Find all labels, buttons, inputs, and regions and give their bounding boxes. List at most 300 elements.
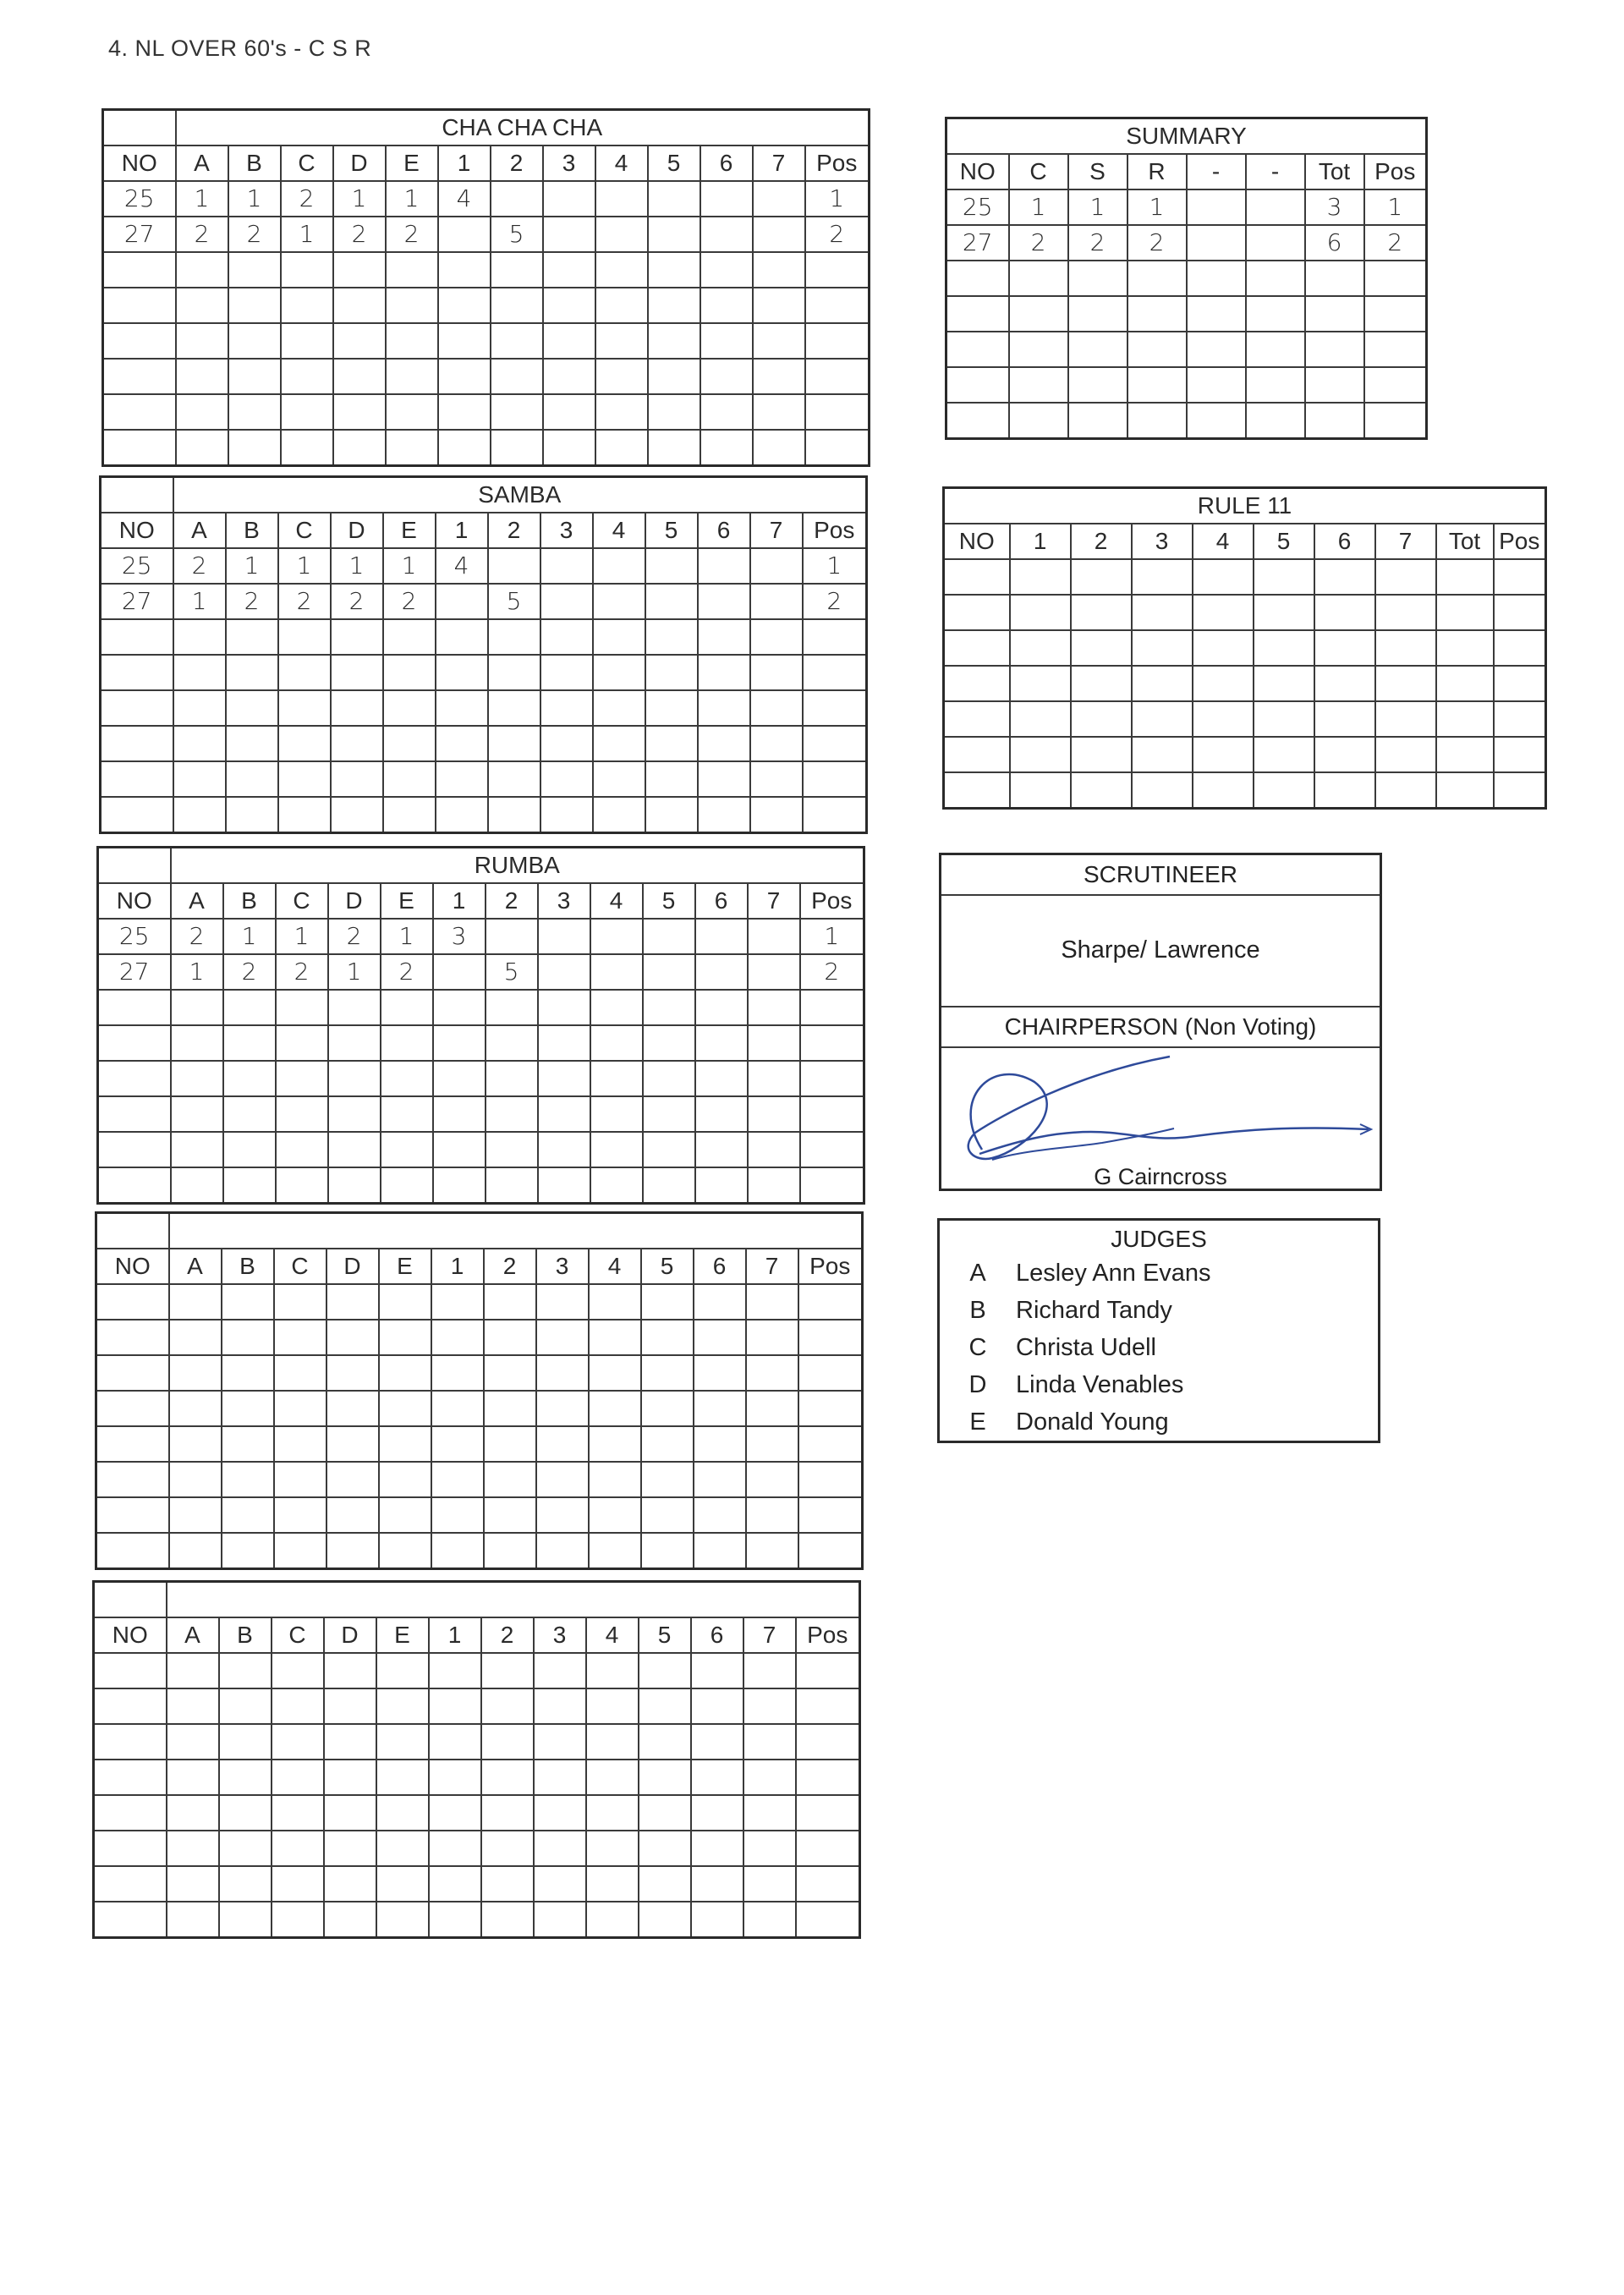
table-cell <box>486 1061 538 1096</box>
table-cell <box>800 1096 864 1132</box>
table-cell <box>438 323 491 359</box>
table-cell <box>333 394 386 430</box>
table-cell <box>748 1025 800 1061</box>
table-cell <box>1071 630 1132 666</box>
table-cell <box>431 1320 484 1355</box>
table-cell <box>167 1688 219 1724</box>
table-cell <box>383 690 436 726</box>
title-spacer-cell <box>98 848 171 884</box>
table-cell <box>805 252 870 288</box>
table-cell <box>641 1462 694 1497</box>
table-cell <box>436 690 488 726</box>
table-cell <box>278 726 331 761</box>
table-cell <box>648 359 700 394</box>
table-cell <box>436 619 488 655</box>
table-cell <box>536 1426 589 1462</box>
table-cell <box>94 1866 167 1902</box>
table-cell <box>590 1132 643 1167</box>
table-cell: 1 <box>173 584 226 619</box>
scrutineer-box <box>939 853 1382 1191</box>
table-cell <box>750 619 803 655</box>
table-cell <box>1305 403 1364 439</box>
table-cell <box>643 1025 695 1061</box>
table-cell: 1 <box>226 548 278 584</box>
table-cell <box>436 584 488 619</box>
table-cell <box>1193 666 1254 701</box>
table-cell <box>593 726 645 761</box>
table-cell <box>944 595 1010 630</box>
table-cell <box>433 990 486 1025</box>
column-header: A <box>173 513 226 548</box>
column-header: E <box>386 145 438 181</box>
table-cell <box>486 1025 538 1061</box>
table-cell <box>96 1284 169 1320</box>
table-cell <box>753 217 805 252</box>
table-cell <box>543 323 595 359</box>
column-header: B <box>222 1249 274 1284</box>
table-cell <box>219 1653 272 1688</box>
table-cell <box>700 217 753 252</box>
table-cell <box>1436 701 1494 737</box>
table-cell <box>481 1795 534 1831</box>
table-cell <box>326 1320 379 1355</box>
table-cell <box>540 548 593 584</box>
table-cell <box>171 1167 223 1204</box>
table-cell: 5 <box>488 584 540 619</box>
table-cell <box>595 288 648 323</box>
table-cell <box>328 1061 381 1096</box>
table-cell: 1 <box>331 548 383 584</box>
table-cell <box>1193 559 1254 595</box>
table-cell <box>1494 737 1546 772</box>
table-cell <box>1254 701 1314 737</box>
table-cell <box>324 1831 376 1866</box>
table-cell <box>695 1167 748 1204</box>
table-cell <box>1494 701 1546 737</box>
table-cell <box>96 1426 169 1462</box>
table-cell <box>228 252 281 288</box>
column-header: D <box>324 1617 376 1653</box>
table-cell <box>1246 332 1305 367</box>
table-cell <box>379 1497 431 1533</box>
table-cell <box>1071 737 1132 772</box>
column-header: 2 <box>491 145 543 181</box>
table-cell: 1 <box>1364 189 1427 225</box>
column-header: Pos <box>800 883 864 919</box>
table-cell <box>326 1391 379 1426</box>
table-cell <box>743 1902 796 1938</box>
table-cell <box>223 1061 276 1096</box>
table-cell <box>543 217 595 252</box>
table-cell <box>272 1902 324 1938</box>
table-cell <box>272 1831 324 1866</box>
table-cell <box>431 1284 484 1320</box>
table-cell <box>326 1355 379 1391</box>
table-cell <box>386 323 438 359</box>
table-cell <box>1068 367 1127 403</box>
table-cell: 2 <box>278 584 331 619</box>
table-cell <box>639 1724 691 1760</box>
judge-name: Christa Udell <box>1016 1334 1156 1361</box>
table-cell <box>228 359 281 394</box>
table-cell <box>169 1497 222 1533</box>
table-cell: 2 <box>803 584 867 619</box>
table-cell <box>272 1866 324 1902</box>
table-cell <box>1010 772 1071 809</box>
table-cell: 1 <box>276 919 328 954</box>
table-cell: 3 <box>433 919 486 954</box>
table-cell <box>429 1653 481 1688</box>
table-cell: 2 <box>173 548 226 584</box>
table-cell: 2 <box>176 217 228 252</box>
table-cell <box>1010 666 1071 701</box>
column-header: 7 <box>753 145 805 181</box>
table-cell <box>590 1025 643 1061</box>
table-cell: 2 <box>328 919 381 954</box>
column-header: 6 <box>700 145 753 181</box>
dance-table-blank-1 <box>95 1211 864 1570</box>
table-cell <box>436 655 488 690</box>
table-cell <box>381 1132 433 1167</box>
table-cell <box>538 1025 590 1061</box>
table-cell <box>278 761 331 797</box>
table-cell <box>328 1132 381 1167</box>
table-cell <box>219 1795 272 1831</box>
table-cell <box>1132 737 1193 772</box>
table-cell <box>379 1426 431 1462</box>
column-header: 5 <box>639 1617 691 1653</box>
table-cell: 1 <box>328 954 381 990</box>
table-cell <box>381 1096 433 1132</box>
table-cell <box>748 919 800 954</box>
table-cell <box>481 1653 534 1688</box>
table-cell <box>944 666 1010 701</box>
table-cell <box>691 1866 743 1902</box>
table-cell <box>1068 261 1127 296</box>
table-cell <box>1071 595 1132 630</box>
table-cell <box>331 761 383 797</box>
table-cell <box>586 1866 639 1902</box>
table-cell <box>746 1320 798 1355</box>
table-cell <box>1010 701 1071 737</box>
table-cell <box>1305 332 1364 367</box>
table-cell: 1 <box>383 548 436 584</box>
table-cell <box>103 394 176 430</box>
table-cell <box>698 584 750 619</box>
table-cell <box>1314 595 1375 630</box>
table-cell <box>429 1795 481 1831</box>
table-cell <box>1305 261 1364 296</box>
table-cell <box>274 1497 326 1533</box>
table-cell <box>540 690 593 726</box>
table-cell <box>748 1167 800 1204</box>
table-cell <box>379 1320 431 1355</box>
table-cell <box>223 1096 276 1132</box>
table-cell <box>272 1724 324 1760</box>
table-cell <box>796 1902 860 1938</box>
table-cell <box>333 323 386 359</box>
table-cell: 1 <box>176 181 228 217</box>
table-cell <box>1436 666 1494 701</box>
table-cell <box>698 797 750 833</box>
table-cell <box>281 288 333 323</box>
table-cell <box>324 1688 376 1724</box>
table-cell <box>1314 701 1375 737</box>
table-cell <box>540 619 593 655</box>
table-cell <box>1375 701 1436 737</box>
table-cell <box>944 737 1010 772</box>
table-cell <box>333 359 386 394</box>
table-cell <box>748 1132 800 1167</box>
dance-name <box>169 1213 863 1249</box>
table-cell <box>167 1653 219 1688</box>
table-cell <box>798 1391 863 1426</box>
table-cell <box>333 430 386 466</box>
table-cell: 1 <box>278 548 331 584</box>
table-cell <box>803 797 867 833</box>
table-cell <box>1009 261 1068 296</box>
table-cell <box>590 954 643 990</box>
table-cell <box>167 1795 219 1831</box>
table-cell <box>796 1866 860 1902</box>
table-cell <box>381 1167 433 1204</box>
table-cell: 1 <box>1009 189 1068 225</box>
column-header: NO <box>94 1617 167 1653</box>
table-cell <box>486 990 538 1025</box>
column-header: C <box>272 1617 324 1653</box>
table-cell <box>1494 630 1546 666</box>
table-cell <box>433 1025 486 1061</box>
table-cell <box>1314 559 1375 595</box>
table-cell <box>645 761 698 797</box>
table-cell <box>1132 559 1193 595</box>
table-cell <box>481 1831 534 1866</box>
table-cell <box>691 1795 743 1831</box>
table-cell <box>595 217 648 252</box>
table-cell <box>643 954 695 990</box>
table-cell <box>376 1831 429 1866</box>
table-cell <box>1246 225 1305 261</box>
table-cell: 2 <box>386 217 438 252</box>
table-cell <box>1246 403 1305 439</box>
table-cell <box>96 1320 169 1355</box>
column-header: Tot <box>1305 154 1364 189</box>
table-cell <box>586 1760 639 1795</box>
table-cell <box>1494 772 1546 809</box>
table-cell <box>796 1653 860 1688</box>
table-cell <box>946 403 1009 439</box>
table-cell <box>805 394 870 430</box>
table-cell <box>750 797 803 833</box>
column-header: NO <box>944 524 1010 559</box>
table-cell <box>1314 630 1375 666</box>
table-cell <box>593 797 645 833</box>
scrutineer-heading: SCRUTINEER <box>941 855 1380 896</box>
table-cell <box>695 1132 748 1167</box>
table-cell <box>691 1760 743 1795</box>
table-cell <box>641 1355 694 1391</box>
table-cell <box>167 1902 219 1938</box>
table-cell <box>698 619 750 655</box>
table-cell: 2 <box>800 954 864 990</box>
column-header: 5 <box>645 513 698 548</box>
table-cell <box>1193 701 1254 737</box>
table-cell <box>167 1760 219 1795</box>
table-cell <box>750 655 803 690</box>
column-header: 6 <box>1314 524 1375 559</box>
table-cell <box>695 954 748 990</box>
table-cell <box>431 1533 484 1569</box>
title-spacer-cell <box>94 1582 167 1618</box>
table-cell <box>746 1426 798 1462</box>
judge-letter: E <box>969 1408 986 1436</box>
table-cell <box>590 1167 643 1204</box>
column-header: 5 <box>1254 524 1314 559</box>
table-cell <box>648 430 700 466</box>
table-cell <box>103 288 176 323</box>
table-cell <box>228 430 281 466</box>
table-cell <box>691 1724 743 1760</box>
table-cell <box>96 1355 169 1391</box>
table-cell <box>694 1284 746 1320</box>
table-cell <box>586 1902 639 1938</box>
table-cell <box>176 359 228 394</box>
column-header: 2 <box>488 513 540 548</box>
table-cell <box>1254 559 1314 595</box>
column-header: 2 <box>1071 524 1132 559</box>
table-cell: 2 <box>228 217 281 252</box>
judge-name: Richard Tandy <box>1016 1297 1172 1324</box>
table-cell <box>753 359 805 394</box>
table-cell <box>1010 595 1071 630</box>
table-cell <box>228 323 281 359</box>
table-cell <box>944 630 1010 666</box>
table-cell <box>94 1688 167 1724</box>
table-cell <box>94 1795 167 1831</box>
table-cell <box>543 394 595 430</box>
table-cell <box>753 252 805 288</box>
column-header: D <box>333 145 386 181</box>
table-cell <box>698 655 750 690</box>
table-cell <box>641 1391 694 1426</box>
table-cell <box>593 761 645 797</box>
judge-letter: D <box>968 1371 987 1398</box>
table-cell <box>1436 595 1494 630</box>
table-cell <box>491 181 543 217</box>
table-cell <box>586 1688 639 1724</box>
table-cell <box>228 288 281 323</box>
table-cell <box>94 1831 167 1866</box>
table-cell <box>796 1760 860 1795</box>
table-cell <box>169 1462 222 1497</box>
table-cell <box>643 1061 695 1096</box>
table-cell <box>648 217 700 252</box>
table-cell <box>438 252 491 288</box>
table-cell <box>1364 332 1427 367</box>
table-cell: 1 <box>228 181 281 217</box>
table-cell <box>1132 772 1193 809</box>
table-cell <box>1127 403 1187 439</box>
table-cell <box>274 1284 326 1320</box>
table-cell <box>98 1096 171 1132</box>
table-cell <box>324 1866 376 1902</box>
table-cell <box>700 252 753 288</box>
table-cell <box>429 1724 481 1760</box>
table-cell <box>222 1320 274 1355</box>
table-cell <box>639 1760 691 1795</box>
table-cell <box>1375 772 1436 809</box>
table-cell <box>1305 367 1364 403</box>
table-cell <box>648 288 700 323</box>
table-cell <box>946 296 1009 332</box>
table-cell: 2 <box>1127 225 1187 261</box>
column-header: 3 <box>538 883 590 919</box>
table-cell <box>1193 595 1254 630</box>
table-cell <box>333 288 386 323</box>
table-cell <box>534 1724 586 1760</box>
judge-row <box>940 1366 1378 1403</box>
table-cell <box>383 797 436 833</box>
table-cell <box>484 1320 536 1355</box>
table-cell <box>219 1760 272 1795</box>
table-cell <box>746 1284 798 1320</box>
table-cell <box>276 1167 328 1204</box>
table-cell <box>1071 666 1132 701</box>
column-header: NO <box>96 1249 169 1284</box>
table-cell <box>1364 367 1427 403</box>
column-header: NO <box>101 513 173 548</box>
table-cell <box>700 323 753 359</box>
table-cell <box>534 1866 586 1902</box>
table-cell <box>534 1653 586 1688</box>
table-cell <box>700 430 753 466</box>
table-cell <box>536 1462 589 1497</box>
table-cell: 2 <box>333 217 386 252</box>
column-header: Pos <box>805 145 870 181</box>
column-header: B <box>228 145 281 181</box>
table-cell <box>431 1497 484 1533</box>
table-cell <box>481 1760 534 1795</box>
table-cell <box>376 1902 429 1938</box>
table-cell <box>538 954 590 990</box>
table-cell <box>753 323 805 359</box>
table-cell <box>1314 666 1375 701</box>
table-cell <box>274 1355 326 1391</box>
table-cell <box>169 1355 222 1391</box>
table-cell <box>226 761 278 797</box>
table-cell <box>694 1533 746 1569</box>
table-cell <box>753 288 805 323</box>
table-cell <box>1375 595 1436 630</box>
column-header: 7 <box>746 1249 798 1284</box>
table-cell <box>436 726 488 761</box>
table-cell <box>379 1533 431 1569</box>
table-cell <box>386 288 438 323</box>
table-cell <box>538 990 590 1025</box>
table-cell <box>1187 189 1246 225</box>
chairperson-signature-area <box>941 1048 1380 1192</box>
table-cell <box>488 619 540 655</box>
column-header: E <box>379 1249 431 1284</box>
table-cell <box>486 1167 538 1204</box>
table-cell <box>386 252 438 288</box>
rule11-title: RULE 11 <box>944 488 1546 524</box>
table-cell <box>743 1724 796 1760</box>
table-cell <box>1494 595 1546 630</box>
table-cell <box>691 1688 743 1724</box>
table-cell <box>643 990 695 1025</box>
table-cell <box>94 1653 167 1688</box>
